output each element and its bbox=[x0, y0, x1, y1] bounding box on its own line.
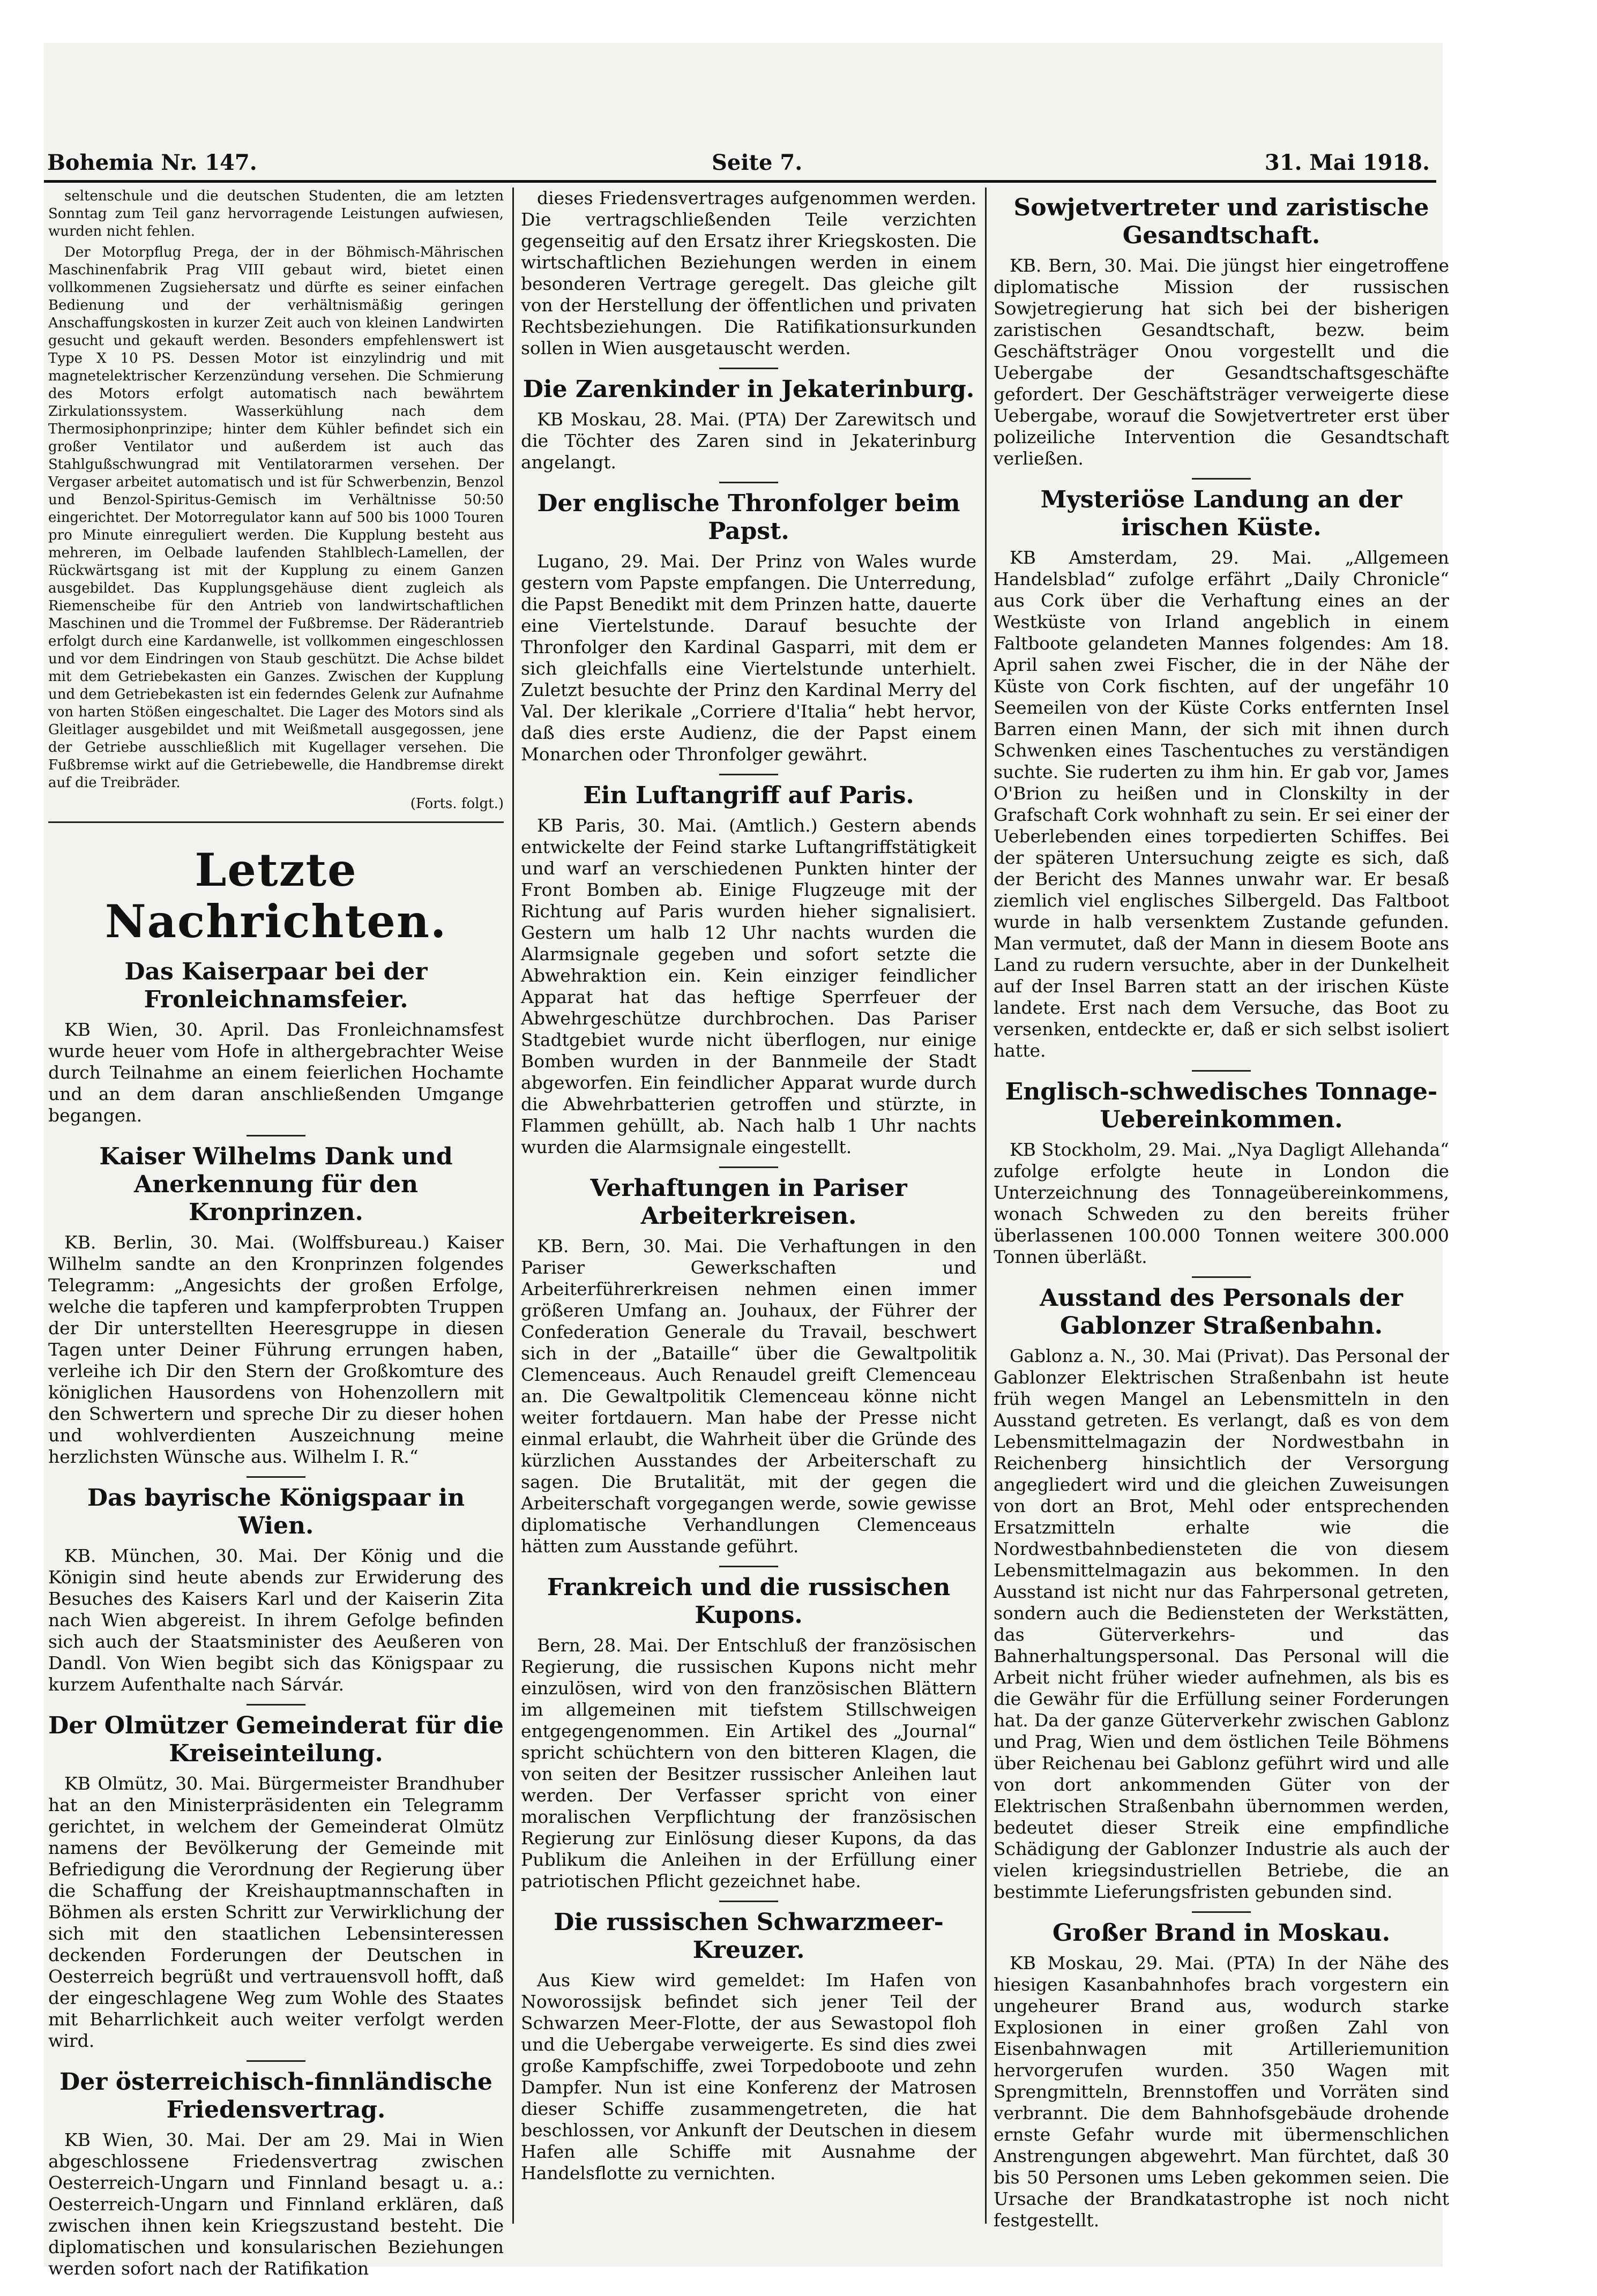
article-headline: Der englische Thronfolger beim Papst. bbox=[537, 490, 960, 545]
section-title: Letzte Nachrichten. bbox=[105, 843, 447, 948]
article-rule bbox=[247, 1135, 305, 1136]
article-rule bbox=[719, 1166, 778, 1168]
article-text: KB Olmütz, 30. Mai. Bürgermeister Brandhuber hat an den Ministerpräsidenten ein Telegramm gerichtet, in welchem der Gemeinderat Olmütz namens der Bevölkerung der Gemeinde mit Befriedigung die Verordnung der Regierung über die Schaffung der Kreishauptmannschaften in Böhmen als ersten Schritt zur Verwirklichung der sich mit den staatlichen Lebensinteressen deckenden Forderungen der Deutschen in Oesterreich begrüßt und vertrauensvoll hofft, daß der eingeschlagene Weg zum Wohle des Staates mit Beharrlichkeit auch weiter verfolgt werden wird. bbox=[48, 1773, 504, 2051]
article-headline: Sowjetvertreter und zaristische Gesandtschaft. bbox=[1013, 194, 1429, 249]
section-rule bbox=[48, 821, 504, 823]
article-text: KB Moskau, 29. Mai. (PTA) In der Nähe des hiesigen Kasanbahnhofes brach vorgestern ein ungeheurer Brand aus, wodurch starke Explosionen in einer großen Zahl von Eisenbahnwagen mit Artilleriemunition hervorgerufen wurden. 350 Wagen mit Sprengmitteln, Brennstoffen und Vorräten sind verbrannt. Die dem Bahnhofsgebäude drohende ernste Gefahr wurde mit übermenschlichen Anstrengungen abgewehrt. Man fürchtet, daß 30 bis 50 Personen ums Leben gekommen seien. Die Ursache der Brandkatastrophe ist noch nicht festgestellt. bbox=[994, 1953, 1449, 2231]
article-text: KB. Bern, 30. Mai. Die Verhaftungen in den Pariser Gewerkschaften und Arbeiterführerkreisen nehmen einen immer größeren Umfang an. Jouhaux, der Führer der Confederation Generale du Travail, beschwert sich in der „Bataille“ über die Gewaltpolitik Clemenceaus. Auch Renaudel greift Clemenceau an. Die Gewaltpolitik Clemenceau könne nicht weiter fortdauern. Man habe der Presse nicht einmal erlaubt, die Wahrheit über die Gründe des kürzlichen Ausstandes der Arbeiterschaft zu sagen. Die Brutalität, mit der gegen die Arbeiterschaft vorgegangen werde, sowie gewisse diplomatische Verhandlungen Clemenceaus hätten zum Ausstande geführt. bbox=[521, 1236, 976, 1557]
column-rule-2 bbox=[985, 188, 987, 2224]
column-2 bbox=[521, 188, 976, 2224]
article-headline: Frankreich und die russischen Kupons. bbox=[547, 1574, 951, 1629]
article-headline: Mysteriöse Landung an der irischen Küste. bbox=[1040, 486, 1402, 541]
article-rule bbox=[719, 1566, 778, 1567]
continued-note: (Forts. folgt.) bbox=[410, 796, 504, 812]
article-rule bbox=[719, 774, 778, 775]
article-headline: Großer Brand in Moskau. bbox=[1052, 1919, 1391, 1947]
article-rule bbox=[1192, 1911, 1251, 1913]
article-text: KB Paris, 30. Mai. (Amtlich.) Gestern abends entwickelte der Feind starke Luftangriffstätigkeit und warf an verschiedenen Punkten hinter der Front Bomben ab. Einige Flugzeuge mit der Richtung auf Paris wurden hieher signalisiert. Gestern um halb 12 Uhr nachts wurden die Alarmsignale gegeben und sofort setzte die Abwehraktion ein. Kein einziger feindlicher Apparat hat das heftige Sperrfeuer der Abwehrgeschütze durchbrochen. Das Pariser Stadtgebiet wurde nicht überflogen, nur einige Bomben wurden in der Bannmeile der Stadt abgeworfen. Ein feindlicher Apparat wurde durch die Abwehrbatterien getroffen und stürzte, in Flammen gehüllt, ab. Nach halb 1 Uhr nachts wurden die Alarmsignale eingestellt. bbox=[521, 815, 976, 1157]
article-headline: Der österreichisch-finnländische Friedensvertrag. bbox=[59, 2068, 492, 2123]
header-issue: Bohemia Nr. 147. bbox=[47, 150, 257, 175]
column-3 bbox=[994, 188, 1449, 2231]
article-headline: Die Zarenkinder in Jekaterinburg. bbox=[523, 376, 975, 403]
header-rule bbox=[44, 180, 1436, 183]
article-rule bbox=[247, 1704, 305, 1706]
article-text: KB. Bern, 30. Mai. Die jüngst hier eingetroffene diplomatische Mission der russischen Sowjetregierung hat sich bei der bisherigen zaristischen Gesandtschaft, bezw. beim Geschäftsträger Onou vorgestellt und die Uebergabe der Gesandtschaftsgeschäfte gefordert. Der Geschäftsträger verweigerte diese Uebergabe, worauf die Sowjetvertreter erst über polizeiliche Intervention die Gesandtschaft verließen. bbox=[994, 255, 1449, 469]
page-header bbox=[47, 150, 1430, 183]
article-text: KB Wien, 30. April. Das Fronleichnamsfest wurde heuer vom Hofe in althergebrachter Weise durch Teilnahme an einem feierlichen Hochamte und an dem daran anschließenden Umgange begangen. bbox=[48, 1019, 504, 1126]
article-text: Lugano, 29. Mai. Der Prinz von Wales wurde gestern vom Papste empfangen. Die Unterredung, die Papst Benedikt mit dem Prinzen hatte, dauerte eine Viertelstunde. Darauf besuchte der Thronfolger den Kardinal Gasparri, mit dem er sich gleichfalls eine Viertelstunde unterhielt. Zuletzt besuchte der Prinz den Kardinal Merry del Val. Der klerikale „Corriere d'Italia“ hebt hervor, daß dies erste Audienz, die der Papst einem Monarchen oder Thronfolger gewährt. bbox=[521, 551, 976, 765]
article-text: KB Stockholm, 29. Mai. „Nya Dagligt Allehanda“ zufolge erfolgte heute in London die Unterzeichnung des Tonnageübereinkommens, wonach Schweden zu den bereits früher überlassenen 100.000 Tonnen weitere 300.000 Tonnen überläßt. bbox=[994, 1139, 1449, 1267]
article-text: KB. Berlin, 30. Mai. (Wolffsbureau.) Kaiser Wilhelm sandte an den Kronprinzen folgendes Telegramm: „Angesichts der großen Erfolge, welche die tapferen und kampferprobten Truppen der Dir unterstellten Heeresgruppe in diesen Tagen unter Deiner Führung errungen haben, verleihe ich Dir den Stern der Großkomture des königlichen Hausordens von Hohenzollern mit den Schwertern und spreche Dir zu dieser hohen und wohlverdienten Auszeichnung meine herzlichsten Wünsche aus. Wilhelm I. R.“ bbox=[48, 1232, 504, 1467]
column-1 bbox=[48, 188, 504, 2279]
article-rule bbox=[1192, 478, 1251, 480]
article-headline: Der Olmützer Gemeinderat für die Kreiseinteilung. bbox=[48, 1712, 504, 1767]
article-text: Der Motorpflug Prega, der in der Böhmisch-Mährischen Maschinenfabrik Prag VIII gebaut wird, bietet einen vollkommenen Zugsiehersatz und dürfte es seiner einfachen Bedienung und der verhältnismäßig geringen Anschaffungskosten in kurzer Zeit auch von kleinen Landwirten gesucht und gekauft werden. Besonders empfehlenswert ist Type X 10 PS. Dessen Motor ist einzylindrig und mit magnetelektrischer Kerzenzündung versehen. Die Schmierung des Motors erfolgt automatisch nach bewährtem Zirkulationssystem. Wasserkühlung nach dem Thermosiphonprinzipe; hinter dem Kühler befindet sich ein großer Ventilator und außerdem ist auch das Stahlgußschwungrad mit Ventilatorarmen versehen. Der Vergaser arbeitet automatisch und ist für Schwerbenzin, Benzol und Benzol-Spiritus-Gemisch im Verhältnisse 50:50 eingerichtet. Der Motorregulator kann auf 500 bis 1000 Touren pro Minute einreguliert werden. Die Kupplung besteht aus mehreren, im Oelbade laufenden Stahlblech-Lamellen, der Rückwärtsgang ist mit der Kupplung zu einem Ganzen ausgebildet. Das Kupplungsgehäuse dient zugleich als Riemenscheibe für den Antrieb von landwirtschaftlichen Maschinen und die Trommel der Fußbremse. Der Räderantrieb erfolgt durch eine Kardanwelle, ist vollkommen eingeschlossen und vor dem Eindringen von Staub geschützt. Die Achse bildet mit dem Getriebekasten ein Ganzes. Zwischen der Kupplung und dem Getriebekasten ist ein federndes Gelenk zur Aufnahme von harten Stößen eingeschaltet. Die Lager des Motors sind als Gleitlager ausgebildet und mit Weißmetall ausgegossen, jene der Getriebe ausschließlich mit Kugellager versehen. Die Fußbremse wirkt auf die Getriebewelle, die Handbremse direkt auf die Treibräder. bbox=[48, 244, 504, 791]
article-headline: Englisch-schwedisches Tonnage-Uebereinkommen. bbox=[1005, 1078, 1438, 1133]
article-headline: Ein Luftangriff auf Paris. bbox=[583, 782, 914, 809]
article-text: KB Wien, 30. Mai. Der am 29. Mai in Wien abgeschlossene Friedensvertrag zwischen Oesterreich-Ungarn und Finnland besagt u. a.: Oesterreich-Ungarn und Finnland erklären, daß zwischen ihnen kein Kriegszustand besteht. Die diplomatischen und konsularischen Beziehungen werden sofort nach der Ratifikation bbox=[48, 2129, 504, 2279]
article-text: KB Amsterdam, 29. Mai. „Allgemeen Handelsblad“ zufolge erfährt „Daily Chronicle“ aus Cork über die Verhaftung eines an der Westküste von Irland angeblich in einem Faltboote gelandeten Mannes folgendes: Am 18. April sahen zwei Fischer, die in der Nähe der Küste von Cork fischten, auf der ungefähr 10 Seemeilen von der Küste Corks entfernten Insel Barren einen Mann, der sich mit ihnen durch Schwenken eines Taschentuches zu verständigen suchte. Sie ruderten zu ihm hin. Er gab vor, James O'Brion zu heißen und in Clonskilty in der Grafschaft Cork wohnhaft zu sein. Er sei einer der Ueberlebenden eines torpedierten Schiffes. Bei der späteren Untersuchung zeigte es sich, daß der Bericht des Mannes unwahr war. Er besaß ziemlich viel englisches Silbergeld. Das Faltboot wurde in halb versenktem Zustande gefunden. Man vermutet, daß der Mann in diesem Boote ans Land zu rudern versuchte, aber in der Dunkelheit auf der Insel Barren statt an der irischen Küste landete. Erst nach dem Versuche, das Boot zu versenken, entdeckte er, daß er sich selbst isoliert hatte. bbox=[994, 547, 1449, 1061]
header-date: 31. Mai 1918. bbox=[1264, 150, 1430, 175]
article-rule bbox=[719, 482, 778, 483]
article-rule bbox=[247, 1476, 305, 1478]
article-text: Aus Kiew wird gemeldet: Im Hafen von Noworossijsk befindet sich jener Teil der Schwarzen Meer-Flotte, der aus Sewastopol floh und die Uebergabe verweigerte. Es sind dies zwei große Kampfschiffe, zwei Torpedoboote und zehn Dampfer. Nun ist eine Konferenz der Matrosen dieser Schiffe zusammengetreten, die hat beschlossen, vor Ankunft der Deutschen in diesem Hafen alle Schiffe mit Ausnahme der Handelsflotte zu vernichten. bbox=[521, 1970, 976, 2183]
article-rule bbox=[1192, 1070, 1251, 1072]
article-text: Gablonz a. N., 30. Mai (Privat). Das Personal der Gablonzer Elektrischen Straßenbahn ist heute früh wegen Mangel an Lebensmitteln in den Ausstand getreten. Es verlangt, daß es von dem Lebensmittelmagazin der Nordwestbahn in Reichenberg hinsichtlich der Versorgung angegliedert wird und die gleichen Zuweisungen von dort an Brot, Mehl oder entsprechenden Ersatzmitteln erhalte wie die Nordwestbahnbediensteten die von diesem Lebensmittelmagazin aus bekommen. In den Ausstand ist nicht nur das Fahrpersonal getreten, sondern auch die Bediensteten der Werkstätten, das Güterverkehrs- und das Bahnerhaltungspersonal. Das Personal will die Arbeit nicht früher wieder aufnehmen, als bis es die Gewähr für die Erfüllung seiner Forderungen hat. Da der ganze Güterverkehr zwischen Gablonz und Prag, Wien und dem östlichen Teile Böhmens über Reichenau bei Gablonz geführt wird und alle von dort ankommenden Güter von der Elektrischen Straßenbahn übernommen werden, bedeutet dieser Streik eine empfindliche Schädigung der Gablonzer Industrie als auch der vielen kriegsindustriellen Betriebe, die an bestimmte Lieferungsfristen gebunden sind. bbox=[994, 1345, 1449, 1902]
article-headline: Kaiser Wilhelms Dank und Anerkennung für den Kronprinzen. bbox=[99, 1143, 453, 1226]
article-text: Bern, 28. Mai. Der Entschluß der französischen Regierung, die russischen Kupons nicht mehr einzulösen, wird von den französischen Blättern im allgemeinen mit tiefstem Stillschweigen entgegengenommen. Ein Artikel des „Journal“ spricht schüchtern von den bitteren Klagen, die von seiten der Besitzer russischer Anleihen laut werden. Der Verfasser spricht von einer moralischen Verpflichtung der französischen Regierung zur Einlösung dieser Kupons, da das Publikum die Anleihen in der Erfüllung einer patriotischen Pflicht gezeichnet habe. bbox=[521, 1635, 976, 1891]
article-text: seltenschule und die deutschen Studenten, die am letzten Sonntag zum Teil ganz hervorragende Leistungen aufwiesen, wurden nicht fehlen. bbox=[48, 188, 504, 240]
article-headline: Verhaftungen in Pariser Arbeiterkreisen. bbox=[590, 1175, 907, 1230]
article-headline: Die russischen Schwarzmeer-Kreuzer. bbox=[554, 1909, 944, 1964]
article-rule bbox=[719, 1901, 778, 1902]
article-text: KB. München, 30. Mai. Der König und die Königin sind heute abends zur Erwiderung des Besuches des Kaisers Karl und der Kaiserin Zita nach Wien abgereist. In ihrem Gefolge befinden sich auch der Staatsminister des Aeußeren von Dandl. Von Wien begibt sich das Königspaar zu kurzem Aufenthalte nach Sárvár. bbox=[48, 1545, 504, 1695]
article-rule bbox=[719, 368, 778, 369]
article-rule bbox=[247, 2060, 305, 2062]
article-headline: Das Kaiserpaar bei der Fronleichnamsfeier. bbox=[124, 958, 428, 1013]
article-headline: Das bayrische Königspaar in Wien. bbox=[87, 1484, 465, 1539]
article-text: dieses Friedensvertrages aufgenommen werden. Die vertragschließenden Teile verzichten gegenseitig auf den Ersatz ihrer Kriegskosten. Die wirtschaftlichen Beziehungen werden in einem besonderen Vertrage geregelt. Das gleiche gilt von der Herstellung der öffentlichen und privaten Rechtsbeziehungen. Die Ratifikationsurkunden sollen in Wien ausgetauscht werden. bbox=[521, 188, 976, 358]
article-rule bbox=[1192, 1276, 1251, 1278]
column-rule-1 bbox=[512, 188, 514, 2224]
article-headline: Ausstand des Personals der Gablonzer Straßenbahn. bbox=[1040, 1284, 1403, 1340]
article-text: KB Moskau, 28. Mai. (PTA) Der Zarewitsch und die Töchter des Zaren sind in Jekaterinburg angelangt. bbox=[521, 409, 976, 473]
header-page-number: Seite 7. bbox=[712, 150, 803, 175]
